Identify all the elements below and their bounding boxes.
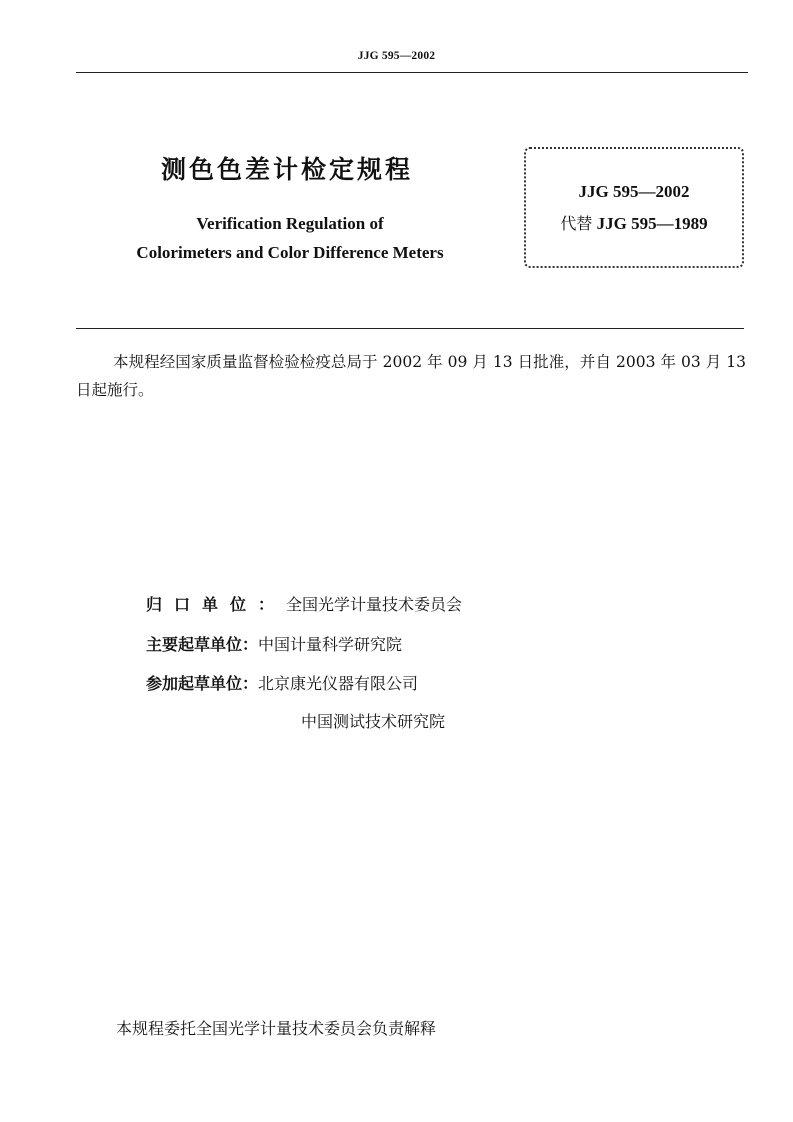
responsible-unit-label: 归口单位： xyxy=(146,595,287,614)
main-drafter-row xyxy=(146,632,402,655)
participating-drafter-row xyxy=(146,671,418,694)
title-chinese: 测色色差计检定规程 xyxy=(160,155,413,184)
header-code: JJG 595—2002 xyxy=(357,50,436,62)
code-replaces xyxy=(524,211,744,234)
interpretation-note: 本规程委托全国光学计量技术委员会负责解释 xyxy=(116,1019,437,1038)
participating-drafter-label: 参加起草单位： xyxy=(146,674,259,693)
responsible-unit-value: 全国光学计量技术委员会 xyxy=(286,595,463,614)
responsible-unit-row xyxy=(146,592,462,615)
header-rule xyxy=(76,72,748,73)
title-english-line2: Colorimeters and Color Difference Meters xyxy=(136,243,444,262)
participating-drafter-value-2: 中国测试技术研究院 xyxy=(301,712,446,731)
main-drafter-label: 主要起草单位： xyxy=(146,635,259,654)
code-replaces-prefix: 代替 xyxy=(560,214,593,233)
code-replaces-code: JJG 595—1989 xyxy=(596,214,708,233)
participating-drafter-row-2 xyxy=(301,709,445,732)
title-english-line1: Verification Regulation of xyxy=(196,214,384,233)
section-rule xyxy=(76,328,744,329)
approval-statement: 本规程经国家质量监督检验检疫总局于 2002 年 09 月 13 日批准，并自 2003 年 03 月 13 日起施行。 xyxy=(76,353,746,399)
participating-drafter-value-1: 北京康光仪器有限公司 xyxy=(258,674,419,693)
main-drafter-value: 中国计量科学研究院 xyxy=(258,635,403,654)
code-current: JJG 595—2002 xyxy=(578,182,690,201)
code-box-border xyxy=(524,147,744,268)
